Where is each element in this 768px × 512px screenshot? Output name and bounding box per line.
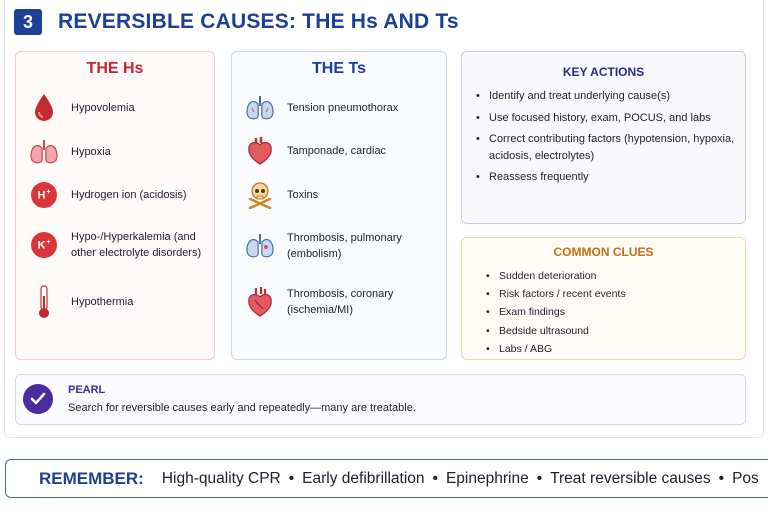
potassium-ion-symbol: K+ bbox=[37, 238, 51, 252]
collapsed-lungs-icon bbox=[242, 90, 278, 126]
remember-item: Pos bbox=[732, 469, 759, 487]
key-actions-list bbox=[476, 88, 738, 191]
remember-items bbox=[162, 470, 759, 488]
remember-item: High-quality CPR bbox=[161, 469, 281, 487]
ts-item-label: Thrombosis, pulmonary (embolism) bbox=[287, 232, 402, 260]
hs-item-hypothermia bbox=[26, 284, 211, 320]
ts-item-toxins bbox=[242, 177, 437, 213]
skull-crossbones-icon bbox=[242, 177, 278, 213]
section-header bbox=[14, 8, 459, 36]
ts-panel-title: THE Ts bbox=[312, 60, 366, 77]
remember-item: Epinephrine bbox=[445, 469, 529, 487]
hs-panel bbox=[15, 51, 215, 360]
potassium-ion-icon bbox=[26, 227, 62, 263]
heart-icon bbox=[242, 133, 278, 169]
list-item: • Correct contributing factors (hypotension, hypoxia, acidosis, electrolytes) bbox=[476, 131, 738, 164]
list-item: • Bedside ultrasound bbox=[486, 322, 736, 340]
hs-item-label: Hydrogen ion (acidosis) bbox=[71, 189, 187, 201]
lungs-clot-icon bbox=[242, 228, 278, 264]
remember-separator: • bbox=[718, 469, 725, 487]
common-clues-list bbox=[486, 267, 736, 358]
remember-separator: • bbox=[432, 469, 438, 487]
remember-item: Treat reversible causes bbox=[550, 469, 711, 487]
list-item: • Exam findings bbox=[486, 303, 736, 321]
hs-item-label: Hypovolemia bbox=[71, 102, 135, 114]
remember-separator: • bbox=[536, 469, 543, 487]
section-number-badge: 3 bbox=[14, 9, 42, 35]
pearl-text: Search for reversible causes early and repeatedly—many are treatable. bbox=[68, 402, 416, 414]
remember-label: REMEMBER: bbox=[39, 468, 144, 488]
hs-item-hypovolemia bbox=[26, 90, 211, 126]
list-item: • Reassess frequently bbox=[476, 169, 738, 186]
ts-item-label: Thrombosis, coronary (ischemia/MI) bbox=[287, 288, 394, 316]
list-item: • Sudden deterioration bbox=[486, 267, 736, 285]
common-clues-panel bbox=[461, 237, 746, 360]
ts-item-pulmonary-thrombosis bbox=[242, 228, 437, 264]
hs-item-hypoxia bbox=[26, 134, 211, 170]
remember-separator: • bbox=[288, 469, 295, 487]
ts-item-tamponade bbox=[242, 133, 437, 169]
common-clues-title: COMMON CLUES bbox=[553, 245, 654, 259]
section-title: REVERSIBLE CAUSES: THE Hs AND Ts bbox=[58, 10, 459, 33]
list-item: • Identify and treat underlying cause(s) bbox=[476, 88, 738, 105]
thermometer-icon bbox=[26, 284, 62, 320]
blood-drop-icon bbox=[26, 90, 62, 126]
lungs-icon bbox=[26, 134, 62, 170]
remember-banner bbox=[5, 459, 768, 498]
hs-item-label: Hypo-/Hyperkalemia (and other electrolyte disorders) bbox=[71, 231, 202, 259]
list-item: • Use focused history, exam, POCUS, and labs bbox=[476, 110, 738, 127]
list-item: • Labs / ABG bbox=[486, 340, 736, 358]
ts-item-label: Tension pneumothorax bbox=[287, 102, 399, 114]
hs-item-kalemia bbox=[26, 227, 211, 263]
pearl-panel bbox=[15, 374, 746, 425]
hs-item-label: Hypoxia bbox=[71, 146, 111, 158]
hs-item-hydrogen-ion bbox=[26, 177, 211, 213]
ts-panel bbox=[231, 51, 447, 360]
ts-item-label: Tamponade, cardiac bbox=[287, 145, 387, 157]
hydrogen-ion-symbol: H+ bbox=[37, 188, 51, 202]
pearl-title: PEARL bbox=[68, 384, 106, 396]
list-item: • Risk factors / recent events bbox=[486, 285, 736, 303]
key-actions-title: KEY ACTIONS bbox=[562, 65, 645, 79]
hydrogen-ion-icon bbox=[26, 177, 62, 213]
remember-item: Early defibrillation bbox=[302, 469, 425, 487]
key-actions-panel bbox=[461, 51, 746, 224]
hs-panel-title: THE Hs bbox=[86, 60, 144, 77]
ts-item-coronary-thrombosis bbox=[242, 284, 437, 320]
hs-item-label: Hypothermia bbox=[71, 296, 134, 308]
ts-item-tension-pneumothorax bbox=[242, 90, 437, 126]
ts-item-label: Toxins bbox=[287, 189, 319, 201]
checkmark-icon bbox=[23, 384, 53, 414]
heart-vessels-icon bbox=[242, 284, 278, 320]
